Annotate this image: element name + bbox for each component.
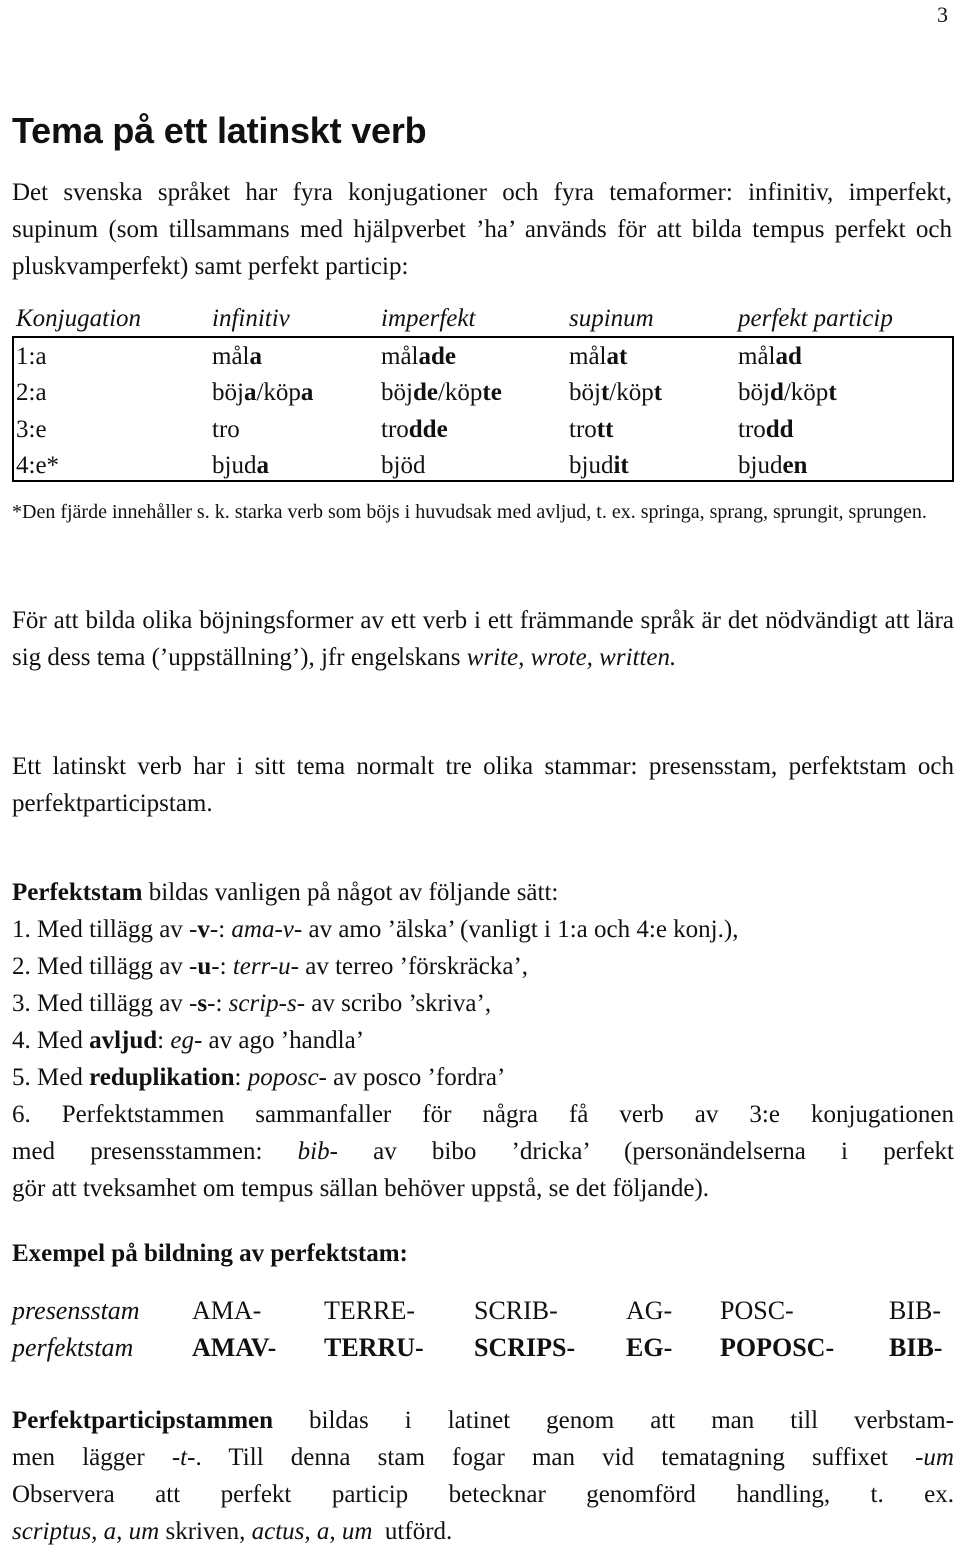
cell-supinum: bjudit xyxy=(569,452,629,479)
stem-label: presensstam xyxy=(12,1296,140,1325)
list-item-continuation: med presensstammen: bib- av bibo ’dricka’ (personändelserna i perfekt xyxy=(12,1138,954,1165)
list-item: 6. Perfektstammen sammanfaller för några få verb av 3:e konjugationen xyxy=(12,1101,954,1128)
conjugation-table-header xyxy=(12,300,956,337)
stem-label: perfektstam xyxy=(12,1333,134,1362)
pp-line: men lägger -t-. Till denna stam fogar man vid tematagning suffixet -um xyxy=(12,1444,954,1471)
paragraph-stammar: Ett latinskt verb har i sitt tema normalt tre olika stammar: presensstam, perfektstam och perfektparticipstam. xyxy=(12,753,954,817)
header-supinum: supinum xyxy=(569,305,654,332)
header-perfekt-particip: perfekt particip xyxy=(738,305,893,332)
stem-cell: AMA- xyxy=(192,1296,262,1325)
table-footnote: *Den fjärde innehåller s. k. starka verb som böjs i huvudsak med avljud, t. ex. springa, sprang, sprungit, sprungen. xyxy=(12,501,927,523)
stem-cell: SCRIB- xyxy=(474,1296,558,1325)
cell-infinitiv: tro xyxy=(212,416,240,443)
pp-line: Observera att perfekt particip betecknar genomförd handling, t. ex. xyxy=(12,1481,954,1508)
cell-konjugation: 1:a xyxy=(16,343,47,370)
header-imperfekt: imperfekt xyxy=(381,305,476,332)
list-item: 4. Med avljud: eg- av ago ’handla’ xyxy=(12,1027,365,1054)
stem-cell: BIB- xyxy=(889,1296,941,1325)
pp-line: Perfektparticipstammen bildas i latinet genom att man till verbstam- xyxy=(12,1407,954,1434)
stem-cell: BIB- xyxy=(889,1333,943,1362)
stem-row-presens xyxy=(0,1292,960,1329)
cell-infinitiv: måla xyxy=(212,343,262,370)
cell-konjugation: 2:a xyxy=(16,379,47,406)
stem-cell: TERRU- xyxy=(324,1333,424,1362)
header-konjugation: Konjugation xyxy=(16,305,142,332)
cell-infinitiv: böja/köpa xyxy=(212,379,314,406)
page-number: 3 xyxy=(937,2,948,27)
perfektparticipstam-paragraph xyxy=(12,1402,954,1550)
stem-cell: AG- xyxy=(626,1296,673,1325)
intro-paragraph: Det svenska språket har fyra konjugationer och fyra temaformer: infinitiv, imperfekt, supinum (som tillsammans med hjälpverbet ’ha’ används för att bilda tempus perfekt och pluskvamperfekt) samt perfekt particip: xyxy=(12,179,952,280)
cell-perfekt-particip: böjd/köpt xyxy=(738,379,837,406)
list-item: 2. Med tillägg av -u-: terr-u- av terreo ’förskräcka’, xyxy=(12,953,529,980)
conjugation-table xyxy=(12,336,954,482)
list-item: 5. Med reduplikation: poposc- av posco ’fordra’ xyxy=(12,1064,506,1091)
cell-supinum: böjt/köpt xyxy=(569,379,663,406)
stem-cell: POSC- xyxy=(720,1296,794,1325)
stem-cell: AMAV- xyxy=(192,1333,277,1362)
perfektstam-section xyxy=(12,874,954,1207)
cell-imperfekt: bjöd xyxy=(381,452,426,479)
pp-line: scriptus, a, um skriven, actus, a, um utförd. xyxy=(12,1518,453,1545)
stem-row-perfekt xyxy=(0,1329,960,1366)
paragraph-tema: För att bilda olika böjningsformer av ett verb i ett främmande språk är det nödvändigt att lära sig dess tema (’uppställning’), jfr engelskans write, wrote, written. xyxy=(12,607,954,671)
cell-supinum: trott xyxy=(569,416,614,443)
perfektstam-heading: Perfektstam bildas vanligen på något av följande sätt: xyxy=(12,879,559,906)
list-item: 3. Med tillägg av -s-: scrip-s- av scribo ’skriva’, xyxy=(12,990,492,1017)
cell-konjugation: 3:e xyxy=(16,416,47,443)
header-infinitiv: infinitiv xyxy=(212,305,290,332)
cell-perfekt-particip: målad xyxy=(738,343,802,370)
stem-cell: TERRE- xyxy=(324,1296,415,1325)
page-title: Tema på ett latinskt verb xyxy=(12,110,427,151)
list-item-continuation: gör att tveksamhet om tempus sällan behöver uppstå, se det följande). xyxy=(12,1175,710,1202)
cell-imperfekt: trodde xyxy=(381,416,448,443)
cell-perfekt-particip: trodd xyxy=(738,416,794,443)
stem-cell: SCRIPS- xyxy=(474,1333,576,1362)
cell-infinitiv: bjuda xyxy=(212,452,269,479)
cell-imperfekt: böjde/köpte xyxy=(381,379,502,406)
cell-imperfekt: målade xyxy=(381,343,456,370)
example-heading: Exempel på bildning av perfektstam: xyxy=(12,1240,408,1267)
stem-cell: EG- xyxy=(626,1333,673,1362)
stem-cell: POPOSC- xyxy=(720,1333,835,1362)
list-item: 1. Med tillägg av -v-: ama-v- av amo ’älska’ (vanligt i 1:a och 4:e konj.), xyxy=(12,916,739,943)
cell-supinum: målat xyxy=(569,343,628,370)
cell-perfekt-particip: bjuden xyxy=(738,452,808,479)
cell-konjugation: 4:e* xyxy=(16,452,60,479)
